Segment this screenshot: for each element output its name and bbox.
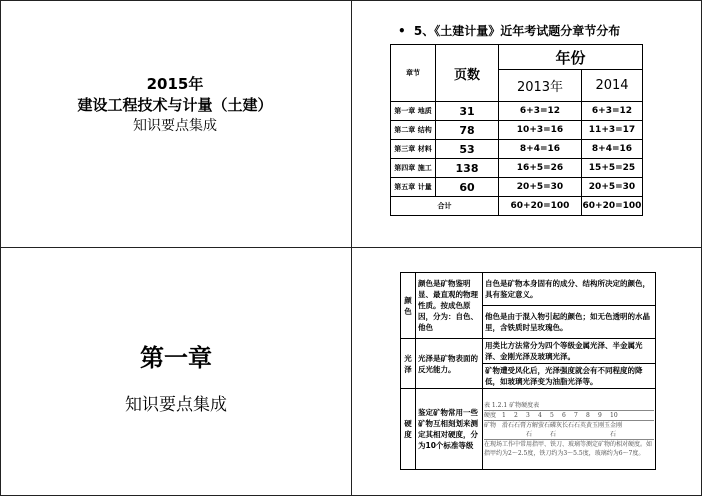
header-2013: 2013年: [499, 70, 582, 102]
mineral-name: 石膏: [514, 421, 527, 429]
hardness-note: 在现场工作中常用指甲、铁刀、玻璃等测定矿物的相对硬度。如指甲约为2～2.5度，铁刀约为3～5.5度，玻璃约为6～7度。: [484, 440, 653, 457]
row-2013: 6+3=12: [499, 102, 582, 121]
row-pages: 53: [436, 140, 499, 159]
row-chapter: 第二章 结构: [391, 121, 436, 140]
mineral-name: 萤石: [538, 421, 551, 429]
mineral-name: 磷灰石: [550, 421, 563, 438]
row-chapter: 第三章 材料: [391, 140, 436, 159]
hardness-value: 3: [526, 411, 530, 419]
slide1-year: 2015年: [146, 75, 204, 93]
row-chapter: 第五章 计量: [391, 178, 436, 197]
row-chapter: 第一章 地质: [391, 102, 436, 121]
mineral-label: 矿物: [484, 421, 497, 429]
row-desc-luster: 光泽是矿物表面的反光能力。: [416, 339, 483, 389]
mineral-name: 刚玉: [598, 421, 611, 429]
header-year: 年份: [499, 45, 643, 70]
mineral-name: 滑石: [502, 421, 515, 429]
table-row: [401, 339, 656, 364]
hardness-caption: 表 1.2.1 矿物硬度表: [484, 401, 540, 409]
mineral-name: 石英: [574, 421, 587, 429]
hardness-value: 10: [610, 411, 618, 419]
row-pages: 138: [436, 159, 499, 178]
table-row: [391, 178, 643, 197]
row-desc-hardness: 鉴定矿物常用一些矿物互相刻划来测定其相对硬度，分为10个标准等级: [416, 389, 483, 470]
total-label: 合计: [391, 197, 499, 216]
header-pages: 页数: [436, 45, 499, 102]
hardness-value: 1: [502, 411, 506, 419]
hardness-label: 硬度: [484, 411, 497, 419]
row-2013: 10+3=16: [499, 121, 582, 140]
total-2014: 60+20=100: [582, 197, 643, 216]
table-total-row: [391, 197, 643, 216]
row-2014: 11+3=17: [582, 121, 643, 140]
row-label-color: 颜色: [401, 273, 416, 339]
row-chapter: 第四章 施工: [391, 159, 436, 178]
table-row: [391, 159, 643, 178]
detail-self-color: 自色是矿物本身固有的成分、结构所决定的颜色，具有鉴定意义。: [483, 273, 656, 306]
slide3-chapter-title: 第一章: [140, 343, 212, 372]
slide3-subtitle: 知识要点集成: [125, 395, 227, 415]
hardness-value: 2: [514, 411, 518, 419]
hardness-scale-header: [484, 410, 654, 420]
row-label-luster: 光泽: [401, 339, 416, 389]
hardness-value: 9: [598, 411, 602, 419]
table-row: [391, 102, 643, 121]
row-pages: 31: [436, 102, 499, 121]
slide1-course-title: 建设工程技术与计量（土建）: [77, 96, 273, 114]
detail-luster-grades: 用类比方法常分为四个等级金属光泽、半金属光泽、金刚光泽及玻璃光泽。: [483, 339, 656, 364]
row-2014: 6+3=12: [582, 102, 643, 121]
row-pages: 78: [436, 121, 499, 140]
hardness-scale-minerals: [484, 420, 654, 440]
row-pages: 60: [436, 178, 499, 197]
table-row: [401, 273, 656, 306]
detail-other-color: 他色是由于混入物引起的颜色；如无色透明的水晶里，含铁质时呈玫瑰色。: [483, 306, 656, 339]
bullet-dot: •: [398, 24, 406, 38]
mineral-name: 长石: [562, 421, 575, 429]
hardness-value: 4: [538, 411, 542, 419]
slide2-title: [398, 22, 620, 39]
chapter-distribution-table: [390, 44, 643, 216]
row-2014: 20+5=30: [582, 178, 643, 197]
mineral-name: 黄玉: [586, 421, 599, 429]
row-label-hardness: 硬度: [401, 389, 416, 470]
row-2013: 16+5=26: [499, 159, 582, 178]
row-2014: 8+4=16: [582, 140, 643, 159]
table-row: [391, 121, 643, 140]
table-row: [391, 140, 643, 159]
row-desc-color: 颜色是矿物鉴明显、最直观的物理性质。按成色原因，分为：自色、他色: [416, 273, 483, 339]
row-2013: 8+4=16: [499, 140, 582, 159]
mineral-properties-table: [400, 272, 656, 470]
detail-luster-weathering: 矿物遭受风化后，光泽强度就会有不同程度的降低，如玻璃光泽变为油脂光泽等。: [483, 364, 656, 389]
header-chapter: 章节: [391, 45, 436, 102]
table-row: [401, 389, 656, 470]
row-2014: 15+5=25: [582, 159, 643, 178]
slide1-subtitle: 知识要点集成: [133, 118, 217, 134]
header-2014: 2014: [582, 70, 643, 102]
mineral-name: 方解石: [526, 421, 539, 438]
hardness-scale-cell: [483, 389, 656, 470]
hardness-value: 8: [586, 411, 590, 419]
hardness-value: 6: [562, 411, 566, 419]
total-2013: 60+20=100: [499, 197, 582, 216]
hardness-value: 7: [574, 411, 578, 419]
mineral-name: 金刚石: [610, 421, 623, 438]
slide2-title-text: 5、《土建计量》近年考试题分章节分布: [413, 24, 621, 38]
hardness-value: 5: [550, 411, 554, 419]
row-2013: 20+5=30: [499, 178, 582, 197]
